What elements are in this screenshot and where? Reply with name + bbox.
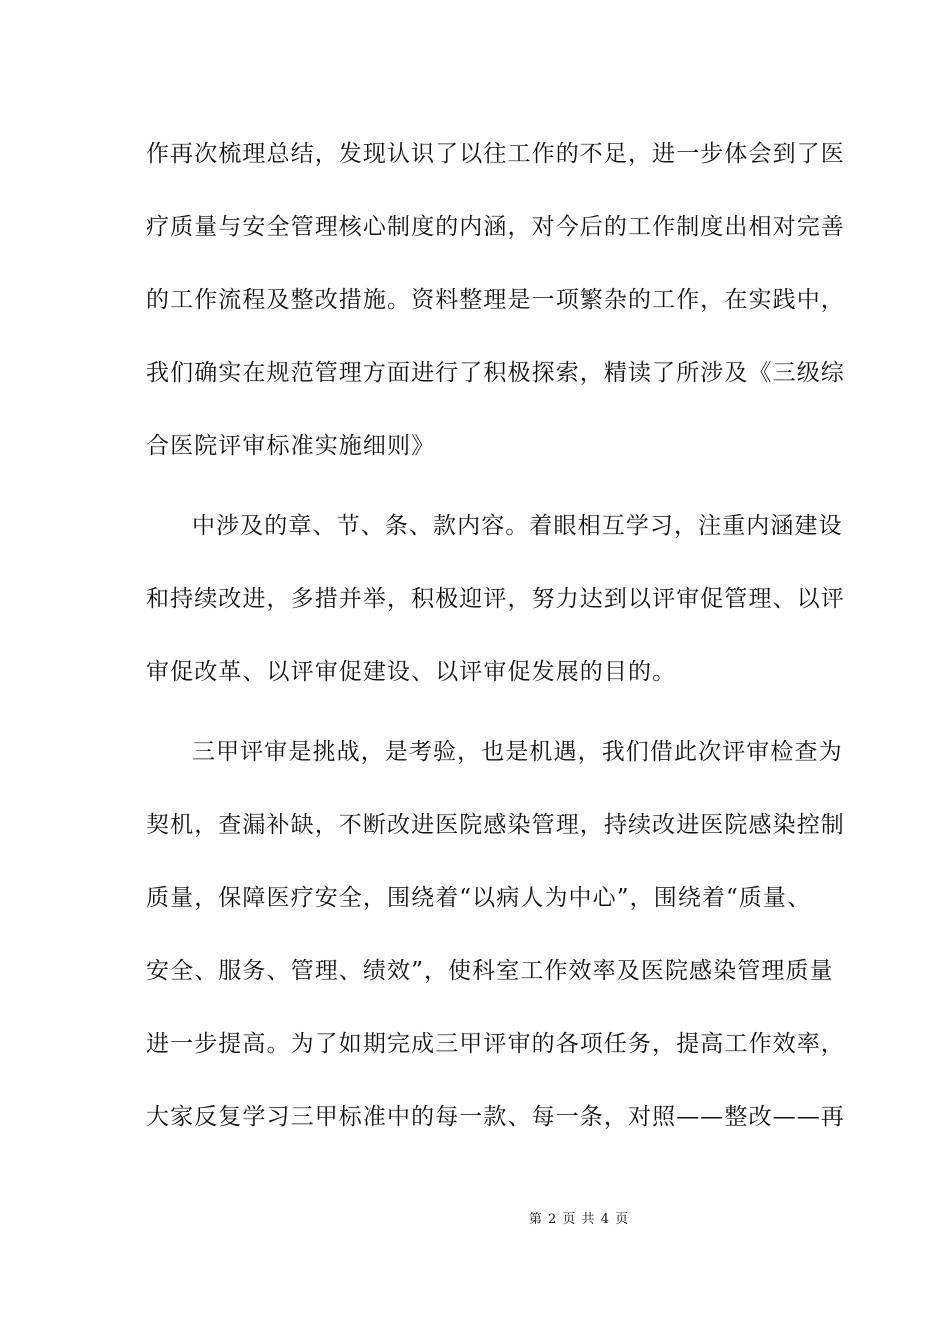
body-text-line: 质量，保障医疗安全，围绕着“以病人为中心”，围绕着“质量、: [146, 885, 812, 911]
body-text-line: 我们确实在规范管理方面进行了积极探索，精读了所涉及《三级综: [146, 360, 845, 386]
body-text-line: 的工作流程及整改措施。资料整理是一项繁杂的工作，在实践中，: [146, 287, 845, 313]
page-number-footer: 第 2 页 共 4 页: [528, 1212, 630, 1227]
body-text-line: 大家反复学习三甲标准中的每一款、每一条，对照——整改——再: [146, 1104, 845, 1130]
body-text-line: 契机，查漏补缺，不断改进医院感染管理，持续改进医院感染控制: [146, 812, 845, 838]
body-text-line: 进一步提高。为了如期完成三甲评审的各项任务，提高工作效率，: [146, 1031, 845, 1057]
body-text-line: 疗质量与安全管理核心制度的内涵，对今后的工作制度出相对完善: [146, 214, 845, 240]
paragraph-first-line: 三甲评审是挑战，是考验，也是机遇，我们借此次评审检查为: [192, 739, 843, 765]
body-text-line: 作再次梳理总结，发现认识了以往工作的不足，进一步体会到了医: [146, 141, 845, 167]
body-text-line: 和持续改进，多措并举，积极迎评，努力达到以评审促管理、以评: [146, 586, 845, 612]
body-text-line: 合医院评审标准实施细则》: [146, 433, 436, 459]
paragraph-first-line: 中涉及的章、节、条、款内容。着眼相互学习，注重内涵建设: [192, 513, 843, 539]
body-text-line: 审促改革、以评审促建设、以评审促发展的目的。: [146, 659, 677, 685]
body-text-line: 安全、服务、管理、绩效”，使科室工作效率及医院感染管理质量: [146, 958, 834, 984]
